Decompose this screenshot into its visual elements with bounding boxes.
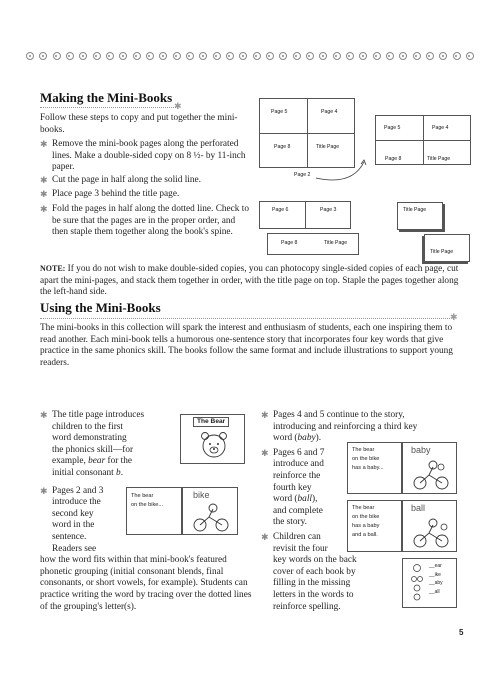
star-bullet-icon: ✱: [40, 189, 48, 200]
step-item: [40, 139, 253, 174]
swirl-ornament: [93, 52, 101, 60]
page-label: Page 4: [321, 109, 338, 115]
text-line: key words on the back: [273, 555, 357, 566]
text-fragment: word (: [273, 494, 298, 505]
mini-page-4: [347, 442, 402, 494]
using-title: Using the Mini-Books: [40, 300, 161, 315]
mini-text-line: and a ball.: [352, 532, 378, 538]
title-underline: [40, 107, 176, 108]
swirl-ornament: [279, 52, 287, 60]
page-label: Title Page: [316, 144, 340, 150]
mini-page-text: [352, 504, 379, 540]
swirl-ornament: [266, 52, 274, 60]
text-line: word demonstrating: [52, 433, 127, 444]
text-fragment: .: [120, 467, 124, 478]
step-text: Remove the mini-book pages along the perforated lines. Make a double-sided copy on 8 ½- by 11-inch paper.: [52, 139, 246, 173]
swirl-ornament: [173, 52, 181, 60]
text-line: Pages 2 and 3: [52, 485, 104, 496]
bear-with-ball-icon: [411, 517, 451, 549]
star-bullet-icon: ✱: [261, 531, 269, 542]
page-label: Page 2: [294, 172, 311, 178]
text-line: reinforce spelling.: [273, 601, 341, 612]
swirl-ornament: [386, 52, 394, 60]
text-emphasis: bear: [88, 456, 106, 467]
making-note: [40, 263, 470, 299]
mini-page-text: [131, 492, 163, 510]
mini-text-line: has a baby: [352, 523, 380, 529]
page-label: Page 5: [271, 109, 288, 115]
mini-text-line: The bear: [352, 447, 375, 453]
stapled-book: [424, 234, 470, 262]
note-label: NOTE:: [40, 264, 66, 273]
star-icon: ✱: [450, 312, 458, 322]
swirl-ornament: [346, 52, 354, 60]
mini-text-line: The bear: [131, 493, 154, 499]
page-label: Title Page: [430, 249, 454, 255]
text-line: the story.: [273, 517, 307, 528]
text-fragment: for the: [105, 456, 133, 467]
swirl-ornament: [239, 52, 247, 60]
back-word-text: ike: [434, 571, 441, 578]
mini-text-line: on the bike: [352, 514, 380, 520]
fold-line: [305, 201, 306, 229]
star-bullet-icon: ✱: [40, 139, 48, 149]
swirl-ornament: [146, 52, 154, 60]
text-line: letters in the words to: [273, 589, 354, 600]
text-line: sentence.: [52, 531, 87, 542]
text-line: Children can: [273, 531, 321, 542]
text-line: [52, 468, 252, 480]
back-word-text: all: [434, 589, 440, 596]
text-line: introduce and: [273, 459, 324, 470]
back-word: __all: [429, 589, 440, 596]
swirl-ornament: [159, 52, 167, 60]
swirl-ornament: [413, 52, 421, 60]
making-title: Making the Mini-Books: [40, 90, 173, 105]
mini-text-line: on the bike...: [131, 502, 164, 508]
back-word: __ike: [429, 571, 441, 578]
page-label: Page 3: [320, 207, 337, 213]
bear-on-bike-icon: [191, 503, 231, 533]
swirl-ornament: [333, 52, 341, 60]
star-icon: ✱: [174, 101, 182, 111]
step-item: [40, 189, 253, 201]
text-line: filling in the missing: [273, 578, 351, 589]
back-word-text: aby: [434, 580, 443, 587]
text-line: fourth key: [273, 482, 312, 493]
page-label: Title Page: [324, 240, 348, 246]
page-label: Page 4: [432, 125, 449, 131]
star-bullet-icon: ✱: [40, 203, 48, 214]
star-bullet-icon: ✱: [261, 410, 269, 420]
assembly-diagram: [258, 96, 473, 266]
page-number: 5: [459, 628, 464, 637]
mini-text-line: on the bike: [352, 456, 380, 462]
text-line: The title page introduces: [52, 410, 145, 420]
page-label: Page 8: [281, 240, 298, 246]
swirl-ornament: [253, 52, 261, 60]
swirl-ornament: [226, 52, 234, 60]
text-fragment: word (: [273, 433, 298, 444]
swirl-border: [26, 52, 474, 64]
star-bullet-icon: ✱: [40, 174, 48, 185]
step-text: Fold the pages in half along the dotted line. Check to be sure that the pages are in the proper order, and then staple them together along the book's spine.: [52, 203, 250, 238]
bullet-pages-4-5: [261, 410, 473, 445]
bear-with-baby-icon: [411, 459, 451, 491]
back-word: __ear: [429, 563, 442, 569]
text-emphasis: b: [116, 467, 121, 478]
bullet-continuation: how the word fits within that mini-book's featured phonetic grouping (initial consonant blends, final consonants, or short vowels, for example). Students can practice writing the word by tracing over the dotted lines of the grouping's letter(s).: [40, 555, 252, 612]
mini-page-6: [347, 500, 402, 552]
star-bullet-icon: ✱: [40, 410, 48, 420]
page-label: Page 8: [274, 144, 291, 150]
mini-key-word: baby: [411, 445, 431, 455]
mini-key-word: bike: [193, 490, 210, 500]
page-label: Title Page: [403, 207, 427, 213]
mini-page-3: [182, 487, 238, 535]
mini-page-2: [126, 487, 182, 535]
step-item: [40, 175, 253, 187]
cut-line: [375, 140, 471, 141]
swirl-ornament: [399, 52, 407, 60]
text-fragment: ).: [315, 433, 322, 444]
star-bullet-icon: ✱: [261, 447, 269, 458]
text-emphasis: baby: [297, 433, 316, 444]
mini-page-5: [402, 442, 457, 494]
mini-back-cover: [402, 558, 457, 608]
swirl-ornament: [306, 52, 314, 60]
text-line: second key: [52, 508, 94, 519]
making-steps: [40, 139, 253, 239]
step-item: [40, 204, 253, 239]
text-line: Pages 4 and 5 continue to the story,: [273, 410, 405, 420]
text-line: introduce the: [52, 497, 101, 508]
step-text: Place page 3 behind the title page.: [52, 189, 180, 200]
swirl-ornament: [79, 52, 87, 60]
text-fragment: ),: [312, 494, 318, 505]
star-bullet-icon: ✱: [40, 485, 48, 496]
text-line: and complete: [273, 505, 323, 516]
text-line: Pages 6 and 7: [273, 447, 325, 458]
cut-line: [259, 133, 355, 134]
text-fragment: example,: [52, 456, 89, 467]
text-line: children to the first: [52, 421, 123, 432]
back-word: __aby: [429, 580, 443, 587]
swirl-ornament: [119, 52, 127, 60]
swirl-ornament: [106, 52, 114, 60]
swirl-ornament: [186, 52, 194, 60]
mini-page-7: [402, 500, 457, 552]
swirl-ornament: [213, 52, 221, 60]
step-text: Cut the page in half along the solid line.: [52, 174, 201, 185]
swirl-ornament: [453, 52, 461, 60]
swirl-ornament: [373, 52, 381, 60]
title-underline: [40, 318, 450, 319]
note-text: If you do not wish to make double-sided copies, you can photocopy single-sided copies of each page, cut apart the mini-pages, and stack them together in order, with the title page on top. Staple the pages together along the left-hand side.: [40, 264, 459, 298]
mini-page-text: [352, 446, 384, 473]
swirl-ornament: [39, 52, 47, 60]
swirl-ornament: [199, 52, 207, 60]
text-line: the phonics skill—for: [52, 444, 134, 455]
swirl-ornament: [66, 52, 74, 60]
mini-title-page: [180, 414, 245, 464]
swirl-ornament: [466, 52, 474, 60]
bear-icon: [197, 429, 231, 463]
making-intro: Follow these steps to copy and put together the mini-books.: [40, 113, 238, 135]
text-line: Readers see: [52, 543, 97, 554]
back-cover-words: [429, 562, 443, 597]
page-label: Title Page: [427, 156, 451, 162]
mini-text-line: has a baby...: [352, 465, 384, 471]
text-line: revisit the four: [273, 543, 328, 554]
swirl-ornament: [359, 52, 367, 60]
swirl-ornament: [293, 52, 301, 60]
text-emphasis: ball: [297, 494, 312, 505]
arrow-icon: [312, 156, 372, 186]
text-line: introducing and reinforcing a third key: [273, 421, 418, 432]
page-label: Page 6: [272, 207, 289, 213]
mini-title-label: The Bear: [193, 417, 229, 427]
swirl-ornament: [133, 52, 141, 60]
swirl-ornament: [426, 52, 434, 60]
page-label: Page 8: [385, 156, 402, 162]
mini-text-line: The bear: [352, 505, 375, 511]
swirl-ornament: [26, 52, 34, 60]
swirl-ornament: [439, 52, 447, 60]
back-word-text: ear: [434, 563, 442, 569]
text-line: word in the: [52, 520, 95, 531]
swirl-ornament: [319, 52, 327, 60]
page-label: Page 5: [384, 125, 401, 131]
swirl-ornament: [53, 52, 61, 60]
text-line: cover of each book by: [273, 566, 356, 577]
back-cover-icons: [409, 563, 425, 603]
text-fragment: initial consonant: [52, 467, 117, 478]
using-intro: The mini-books in this collection will spark the interest and enthusiasm of students, each one inspiring them to read another. Each mini-book tells a humorous one-sentence story that incorporates four key words that give practice in the same phonics skill. The books follow the same format and include illustrations to support young readers.: [40, 323, 453, 368]
text-line: reinforce the: [273, 470, 321, 481]
mini-key-word: ball: [411, 503, 426, 513]
